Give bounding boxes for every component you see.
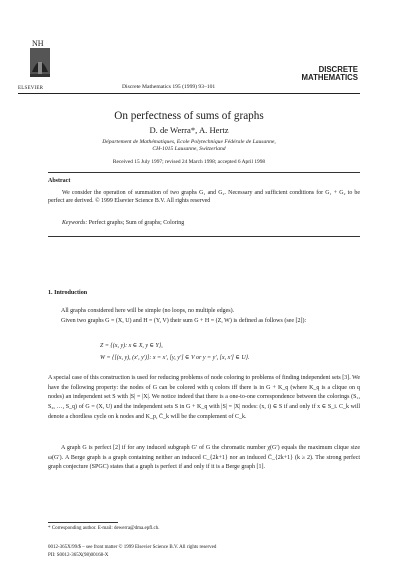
- pii-line: PII: S0012-365X(98)00168-X: [48, 553, 109, 558]
- paragraph-2: Given two graphs G = (X, U) and H = (Y, V) their sum G + H = (Z, W) is defined as follows (see [2]):: [61, 318, 307, 324]
- abstract-rule-bottom: [48, 236, 360, 237]
- paper-title: On perfectness of sums of graphs: [114, 110, 264, 122]
- section-heading: 1. Introduction: [48, 290, 88, 296]
- elsevier-tree-logo: [20, 38, 60, 88]
- affiliation: [18, 139, 360, 153]
- abstract-heading: Abstract: [48, 178, 71, 184]
- footnote-rule: [48, 522, 118, 523]
- abstract-text: We consider the operation of summation of two graphs G₁ and G₂. Necessary and sufficient conditions for G₁ + G₂ to be perfect are derived. © 1999 Elsevier Science B.V. All rights reserved: [48, 190, 360, 205]
- equation-w: W = {[(x, y), (x′, y′)]: x = x′, [y, y′] ∈ V or y = y′, [x, x′] ∈ U}.: [100, 355, 250, 361]
- footnote: * Corresponding author. E-mail: dewerra@dma.epfl.ch.: [48, 526, 160, 531]
- logo-label: NH: [32, 39, 44, 48]
- equation-z: Z = {(x, y): x ∈ X, y ∈ Y},: [100, 343, 163, 349]
- header-rule: [18, 93, 360, 94]
- keywords-label: Keywords:: [62, 220, 88, 226]
- copyright-line: 0012-365X/99/$ – see front matter © 1999 Elsevier Science B.V. All rights reserved: [48, 545, 217, 550]
- received-dates: Received 15 July 1997; revised 24 March 1998; accepted 6 April 1998: [112, 159, 266, 165]
- paper-authors: D. de Werra*, A. Hertz: [149, 125, 229, 135]
- affiliation-line-1: Département de Mathématiques, Ecole Polytechnique Fédérale de Lausanne,: [102, 139, 276, 145]
- brand-line-1: DISCRETE: [318, 65, 358, 74]
- journal-brand: [302, 66, 358, 83]
- publisher-name: ELSEVIER: [18, 86, 44, 91]
- affiliation-line-2: CH-1015 Lausanne, Switzerland: [152, 146, 226, 152]
- paragraph-4: A graph G is perfect [2] if for any induced subgraph G′ of G the chromatic number χ(G′) equals the maximum clique size ω(G′). A Berge graph is a graph containing neither an induced C_{2k+1} nor an induced C̄_{2k+1} (k ≥ 2). The strong perfect graph conjecture (SPGC) states that a graph is perfect if and only if it is a Berge graph [1].: [48, 445, 360, 471]
- keywords: [62, 220, 184, 226]
- abstract-rule-top: [48, 172, 360, 173]
- journal-reference: Discrete Mathematics 195 (1999) 93–101: [122, 84, 216, 90]
- paragraph-3: A special case of this construction is used for reducing problems of node coloring to problems of finding independent sets [3]. We have the following property: the nodes of G can be colored with q colors iff there is in G + K_q (where K_q is a clique on q nodes) an independent set S with |S| = |X|. We notice indeed that there is a one-to-one correspondence between the colorings (S₁, S₂, …, S_q) of G = (X, U) and the independent sets S in G + K_q with |S| = |X| nodes: (x, i) ∈ S if and only if x ∈ S_i. C_k will denote a chordless cycle on k nodes and K_p, C̄_k will be the complement of C_k.: [48, 375, 360, 420]
- paragraph-1: All graphs considered here will be simple (no loops, no multiple edges).: [61, 308, 235, 314]
- brand-line-2: MATHEMATICS: [301, 73, 358, 83]
- keywords-list: Perfect graphs; Sum of graphs; Coloring: [87, 220, 185, 226]
